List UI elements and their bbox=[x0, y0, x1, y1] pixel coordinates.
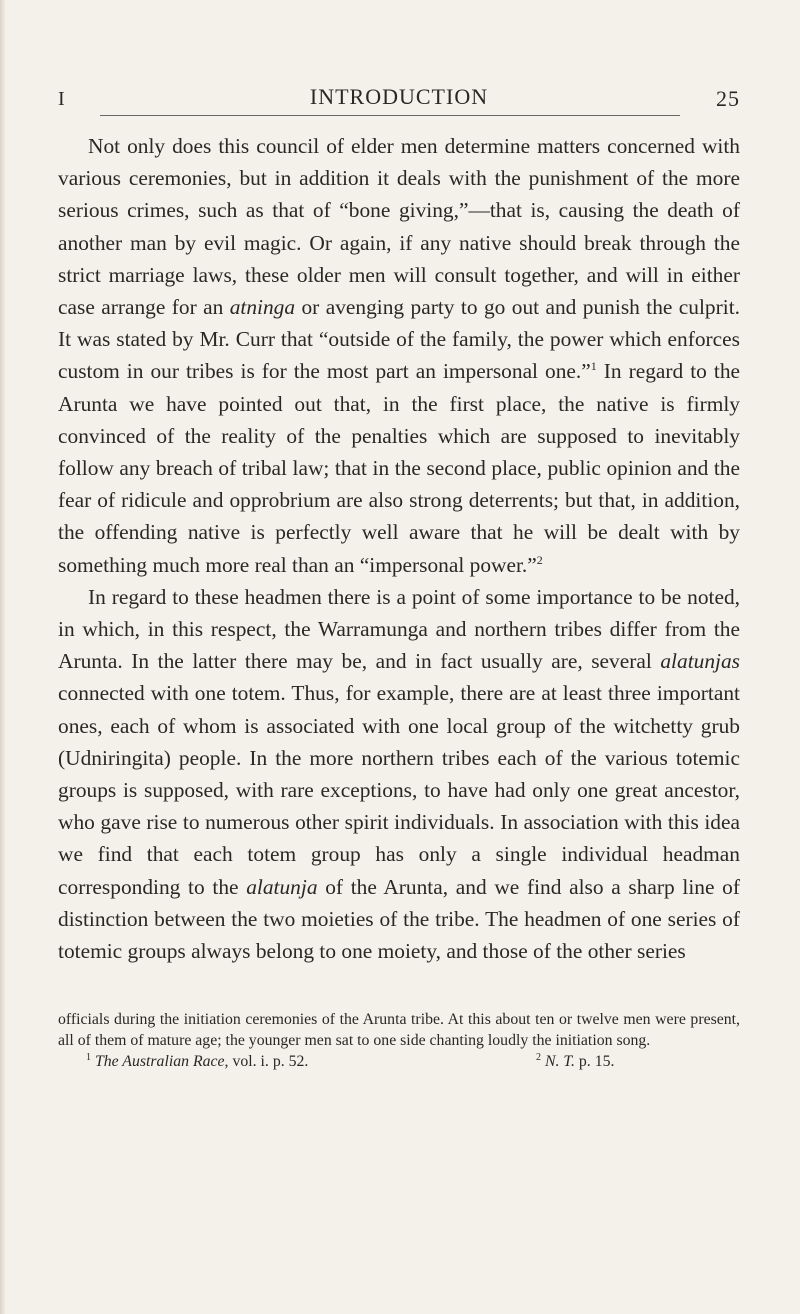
italic-term-atninga: atninga bbox=[229, 295, 296, 320]
footnote-2-title: N. T. bbox=[544, 1053, 575, 1070]
page-header bbox=[58, 84, 740, 114]
left-folio: I bbox=[58, 88, 66, 110]
paragraph-1-part-a: Not only does this council of elder men determine matters concerned with various ceremonies, but in addition it deals with the punishment of the more serious crimes, such as that of “bone giving,”—that is, causing the death of another man by evil magic. Or again, if any native should break through the strict marriage laws, these older men will consult together, and will in either case arrange for an bbox=[58, 134, 740, 320]
italic-term-alatunja: alatunja bbox=[246, 874, 318, 899]
page-edge-shadow bbox=[0, 0, 6, 1314]
paragraph-1-part-c: In regard to the Arunta we have pointed out that, in the first place, the native is firmly convinced of the reality of the penalties which are supposed to inevitably follow any breach of tribal law; that in the second place, public opinion and the fear of ridicule and opprobrium are also strong deterrents; but that, in addition, the offending native is perfectly well aware that he will be dealt with by something much more real than an “impersonal power.” bbox=[58, 359, 741, 577]
header-rule bbox=[100, 115, 680, 116]
paragraph-1-part-b: or avenging party to go out and punish the culprit. It was stated by Mr. Curr that “outside of the family, the power which enforces custom in our tribes is for the most part an impersonal one.” bbox=[58, 295, 740, 384]
footnote-1-rest: , vol. i. p. 52. bbox=[224, 1053, 309, 1070]
footnote-2-rest: p. 15. bbox=[574, 1053, 615, 1070]
paragraph-2-part-c: of the Arunta, and we find also a sharp line of distinction between the two moieties of the tribe. The headmen of one series of totemic groups always belong to one moiety, and those of the other series bbox=[58, 874, 741, 964]
footnote-1-title: The Australian Race bbox=[94, 1053, 225, 1070]
footnote-2 bbox=[536, 1051, 614, 1072]
footnotes bbox=[58, 1009, 740, 1072]
running-title: INTRODUCTION bbox=[309, 84, 489, 109]
footnote-1 bbox=[86, 1051, 308, 1072]
footnote-line bbox=[58, 1051, 740, 1072]
main-text bbox=[58, 130, 740, 967]
paragraph-1 bbox=[58, 130, 740, 581]
footnote-2-number: 2 bbox=[536, 1052, 541, 1063]
italic-term-alatunjas: alatunjas bbox=[660, 649, 740, 674]
paragraph-2-part-a: In regard to these headmen there is a point of some importance to be noted, in which, in this respect, the Warramunga and northern tribes differ from the Arunta. In the latter there may be, and in fact usually are, several bbox=[58, 584, 740, 674]
footnote-continued: officials during the initiation ceremonies of the Arunta tribe. At this about ten or twelve men were present, all of them of mature age; the younger men sat to one side chanting loudly the initiation song. bbox=[58, 1011, 740, 1049]
footnote-1-number: 1 bbox=[86, 1052, 91, 1063]
paragraph-2-part-b: connected with one totem. Thus, for example, there are at least three important ones, each of whom is associated with one local group of the witchetty grub (Udniringita) people. In the more northern tribes each of the various totemic groups is supposed, with rare exceptions, to have had only one great ancestor, who gave rise to numerous other spirit individuals. In association with this idea we find that each totem group has only a single individual headman corresponding to the bbox=[58, 681, 740, 899]
paragraph-2 bbox=[58, 581, 740, 967]
page-number: 25 bbox=[716, 86, 740, 111]
footnote-ref-1[interactable]: 1 bbox=[590, 359, 597, 374]
footnote-ref-2[interactable]: 2 bbox=[536, 552, 543, 567]
